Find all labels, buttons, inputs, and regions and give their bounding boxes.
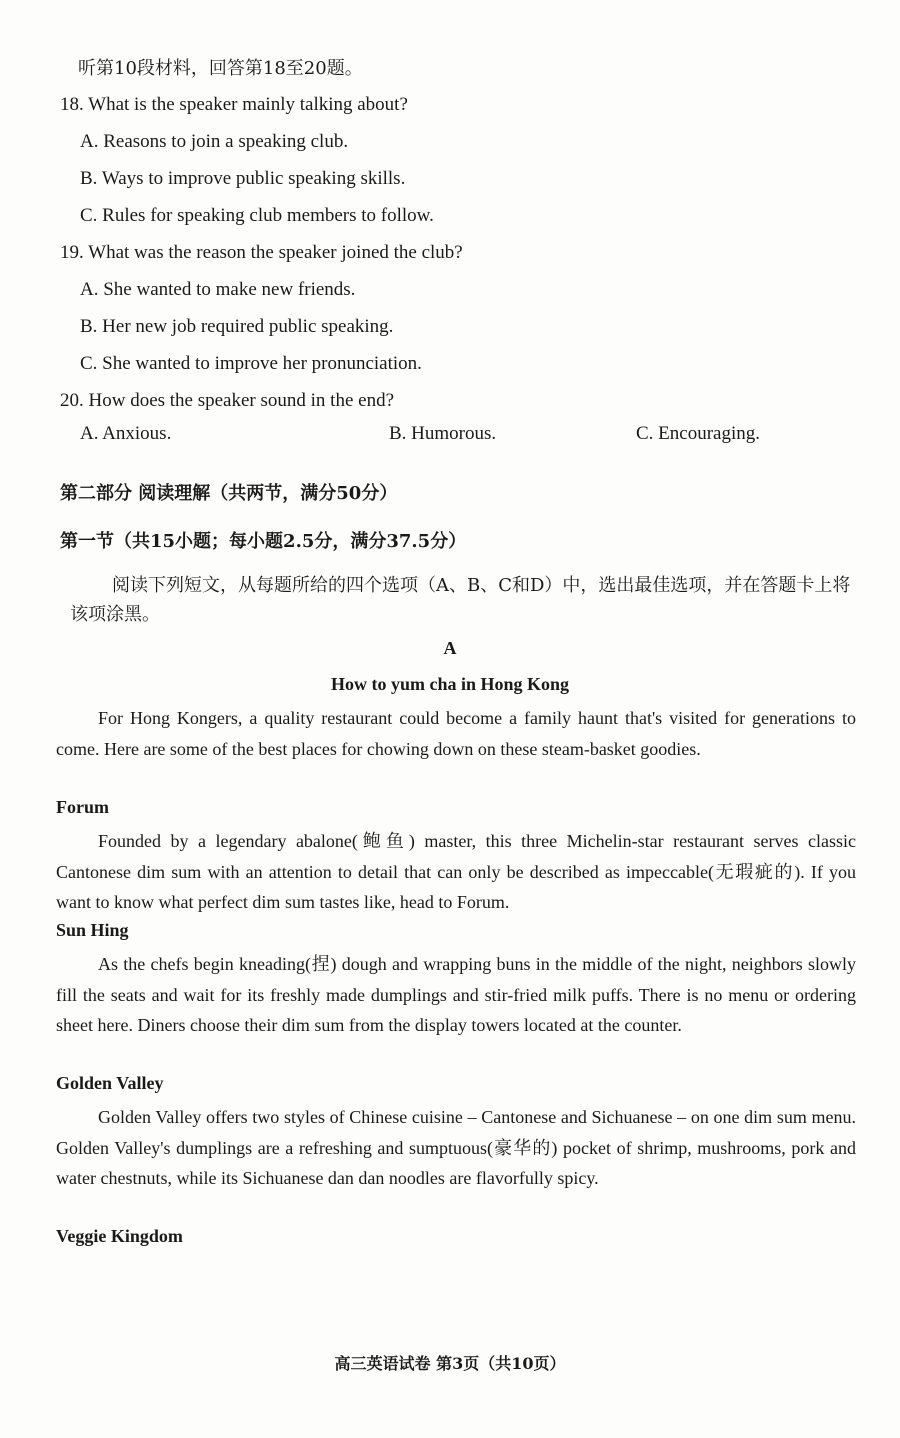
passage-title: How to yum cha in Hong Kong [330,674,570,694]
section-text-golden-valley [56,1102,856,1194]
section-text-sun-hing-body: As the chefs begin kneading(捏) dough and wrapping buns in the middle of the night, neighbors slowly fill the seats and wait for its freshly made dumplings and stir-fried milk puffs. There is no menu or ordering sheet here. Diners choose their dim sum from the display towers located at the counter. [56,954,856,1035]
question-19-stem: 19. What was the reason the speaker joined the club? [60,242,463,263]
section-text-forum [56,826,856,918]
section-one-title: 第一节（共15小题；每小题2.5分，满分37.5分） [60,531,467,552]
question-19-option-a: A. She wanted to make new friends. [80,279,356,300]
listening-intro: 听第10段材料，回答第18至20题。 [78,58,363,79]
section-heading-forum: Forum [56,797,109,817]
section-text-golden-valley-body: Golden Valley offers two styles of Chinese cuisine – Cantonese and Sichuanese – on one dim sum menu. Golden Valley's dumplings are a refreshing and sumptuous(豪华的) pocket of shrimp, mushrooms, pork and water chestnuts, while its Sichuanese dan dan noodles are flavorfully spicy. [56,1107,856,1188]
question-18-option-a: A. Reasons to join a speaking club. [80,131,349,152]
question-18-option-b: B. Ways to improve public speaking skills. [80,168,406,189]
reading-instructions: 阅读下列短文，从每题所给的四个选项（A、B、C和D）中，选出最佳选项，并在答题卡上将该项涂黑。 [70,575,851,625]
passage-letter: A [443,638,457,658]
question-19-option-b: B. Her new job required public speaking. [80,316,394,337]
question-20-option-a: A. Anxious. [80,423,172,444]
question-18-stem: 18. What is the speaker mainly talking about? [60,94,408,115]
question-18-option-c: C. Rules for speaking club members to follow. [80,205,434,226]
question-20-stem: 20. How does the speaker sound in the end? [60,390,395,411]
section-heading-sun-hing: Sun Hing [56,920,129,940]
section-text-forum-body: Founded by a legendary abalone(鲍鱼) master, this three Michelin-star restaurant serves classic Cantonese dim sum with an attention to detail that can only be described as impeccable(无瑕疵的). If you want to know what perfect dim sum tastes like, head to Forum. [56,831,856,912]
passage-intro [56,703,856,764]
question-20-option-c: C. Encouraging. [636,423,761,444]
question-19-option-c: C. She wanted to improve her pronunciation. [80,353,422,374]
passage-intro-text: For Hong Kongers, a quality restaurant could become a family haunt that's visited for generations to come. Here are some of the best places for chowing down on these steam-basket goodies. [56,708,856,759]
part-two-title: 第二部分 阅读理解（共两节，满分50分） [60,483,398,504]
section-text-sun-hing [56,949,856,1041]
question-20-option-b: B. Humorous. [389,423,497,444]
section-heading-veggie-kingdom: Veggie Kingdom [56,1226,183,1246]
page-footer: 高三英语试卷 第3页（共10页） [334,1354,566,1373]
section-heading-golden-valley: Golden Valley [56,1073,164,1093]
